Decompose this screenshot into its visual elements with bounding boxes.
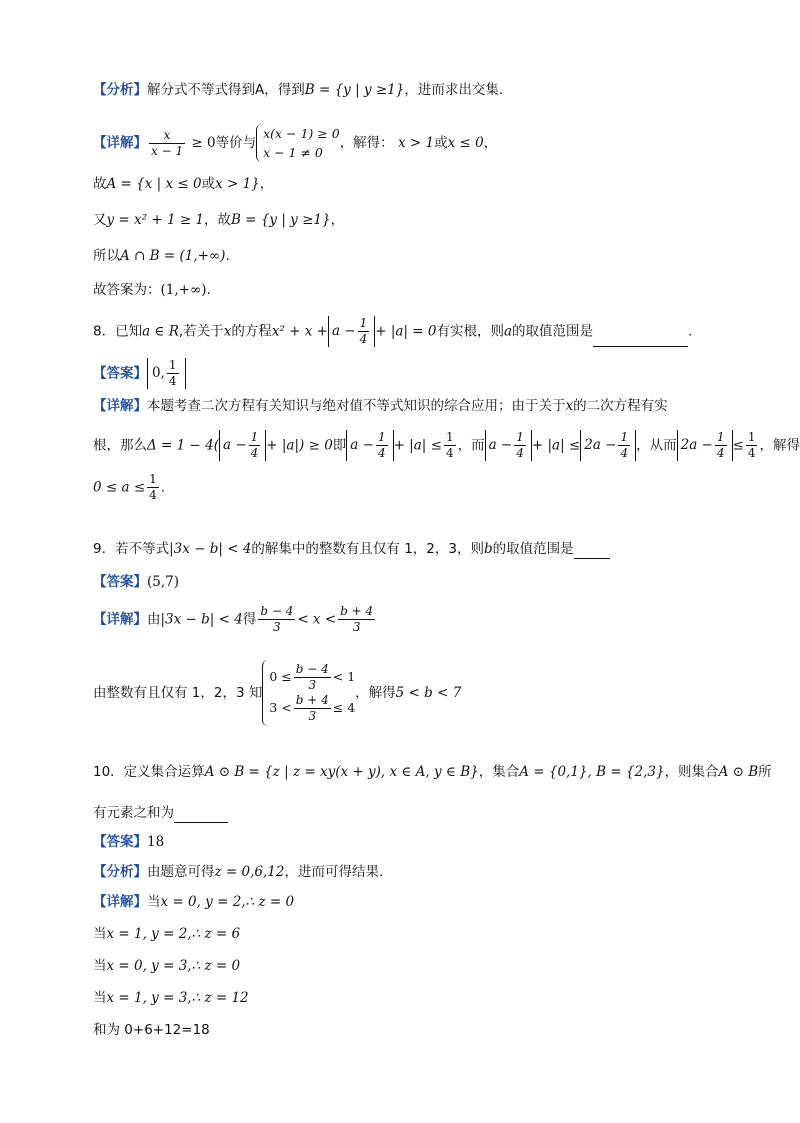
answer-blank — [593, 326, 688, 347]
p8-question: 8．已知a ∈ R,若关于x的方程x² + x + a − $\frac{1}{4}$ + |a| = 0有实根，则a的取值范围是 . — [93, 316, 693, 346]
p7-analysis-line: 【分析】解分式不等式得到A，得到B = {y | y ≥1}，进而求出交集. — [93, 82, 504, 98]
p9-answer: 【答案】(5,7) — [93, 574, 180, 590]
p9-detail-2: 由整数有且仅有 1，2，3 知 0 ≤ $\frac{b - 4}{3}$ < 1 3 < $\frac{b + 4}{3}$ ≤ 4 ，解得5 < b < 7 — [93, 660, 461, 726]
p10-detail-4: 当x = 1, y = 3,∴ z = 12 — [93, 990, 249, 1006]
detail-tag: 【详解】 — [93, 135, 147, 151]
p8-detail-1: 【详解】本题考查二次方程有关知识与绝对值不等式知识的综合应用；由于关于x的二次方程有实 — [93, 398, 668, 414]
p8-answer: 【答案】 0, $\frac{1}{4}$ — [93, 358, 186, 389]
p7-line-a: 故A = {x | x ≤ 0或x > 1}， — [93, 176, 274, 192]
p8-detail-3: 0 ≤ a ≤ $\frac{1}{4}$ . — [93, 472, 166, 502]
p10-question-2: 有元素之和为 — [93, 802, 228, 823]
p8-detail-2: 根，那么Δ = 1 − 4( a − $\frac{1}{4}$ + |a|) ≥ 0即 a − $\frac{1}{4}$ + |a| ≤ $\frac{1}{4}$ ，而 a − $\frac{1}{4}$ + |a| ≤ 2a − $\frac{1}{4}$ ，从而 2a − $\frac{1}{4}$ ≤ $\frac{1}{4}$ ，解得 — [93, 430, 800, 460]
p10-detail-3: 当x = 0, y = 3,∴ z = 0 — [93, 958, 241, 974]
p10-analysis: 【分析】由题意可得z = 0,6,12，进而可得结果. — [93, 864, 384, 880]
p10-sum: 和为 0+6+12=18 — [93, 1022, 210, 1038]
analysis-tag: 【分析】 — [93, 82, 147, 98]
p9-question: 9．若不等式|3x − b| < 4的解集中的整数有且仅有 1，2，3，则b的取值范围是 — [93, 538, 610, 559]
p9-detail-1: 【详解】由|3x − b| < 4得 $\frac{b - 4}{3}$ < x < $\frac{b + 4}{3}$ — [93, 604, 374, 634]
answer-blank — [574, 538, 610, 559]
p7-line-d: 故答案为：(1,+∞). — [93, 282, 211, 298]
p10-detail-2: 当x = 1, y = 2,∴ z = 6 — [93, 926, 241, 942]
p7-detail-line: 【详解】 $\frac{x}{x - 1}$ ≥ 0等价与 x(x − 1) ≥ 0 x − 1 ≠ 0 ，解得： x > 1或x ≤ 0， — [93, 126, 498, 160]
p10-detail-1: 【详解】当x = 0, y = 2,∴ z = 0 — [93, 894, 295, 910]
answer-blank — [174, 802, 228, 823]
p10-answer: 【答案】18 — [93, 834, 165, 850]
p10-question-1: 10．定义集合运算A ⊙ B = {z | z = xy(x + y), x ∈ A, y ∈ B}，集合A = {0,1}, B = {2,3}，则集合A ⊙ B所 — [93, 764, 772, 780]
p7-line-b: 又y = x² + 1 ≥ 1，故B = {y | y ≥1}， — [93, 212, 345, 228]
p7-line-c: 所以A ∩ B = (1,+∞). — [93, 248, 230, 264]
